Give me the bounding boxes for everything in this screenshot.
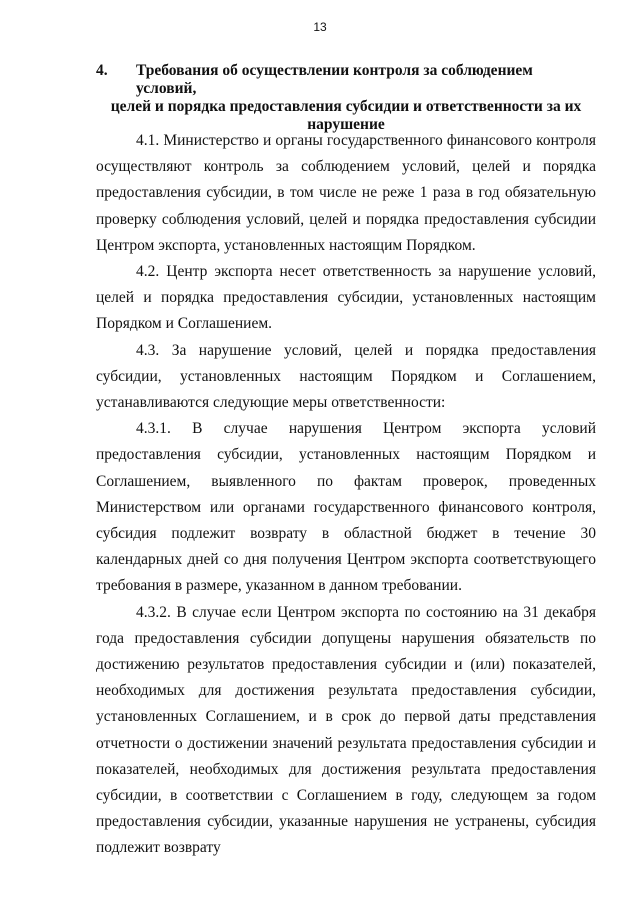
document-body (96, 128, 596, 862)
page-number: 13 (313, 20, 327, 34)
paragraph-4-3: 4.3. За нарушение условий, целей и порядка предоставления субсидии, установленных настоящим Порядком и Соглашением, устанавливаются следующие меры ответственности: (96, 341, 596, 412)
paragraph-4-3-1: 4.3.1. В случае нарушения Центром экспорта условий предоставления субсидии, установленных настоящим Порядком и Соглашением, выявленного по фактам проверок, проведенных Министерством или органами государственного финансового контроля, субсидия подлежит возврату в областной бюджет в течение 30 календарных дней со дня получения Центром экспорта соответствующего требования в размере, указанном в данном требовании. (96, 420, 596, 595)
section-heading (96, 62, 596, 134)
paragraph-4-2: 4.2. Центр экспорта несет ответственность за нарушение условий, целей и порядка предоставления субсидии, установленных настоящим Порядком и Соглашением. (96, 263, 596, 333)
paragraph-4-3-2: 4.3.2. В случае если Центром экспорта по состоянию на 31 декабря года предоставления субсидии допущены нарушения обязательств по достижению результатов предоставления субсидии и (или) показателей, необходимых для достижения результата предоставления субсидии, установленных Соглашением, и в срок до первой даты представления отчетности о достижении значений результата предоставления субсидии и показателей, необходимых для достижения результата предоставления субсидии, в соответствии с Соглашением в году, следующем за годом предоставления субсидии, указанные нарушения не устранены, субсидия подлежит возврату (96, 603, 596, 857)
section-heading-line-2: целей и порядка предоставления субсидии и ответственности за их (110, 98, 582, 115)
section-heading-line-3: нарушение (307, 116, 385, 133)
section-number: 4. (96, 62, 108, 79)
paragraph-4-1: 4.1. Министерство и органы государственного финансового контроля осуществляют контроль за соблюдением условий, целей и порядка предоставления субсидии, в том числе не реже 1 раза в год обязательную проверку соблюдения условий, целей и порядка предоставления субсидии Центром экспорта, установленных настоящим Порядком. (96, 132, 596, 254)
section-heading-line-1: Требования об осуществлении контроля за соблюдением условий, (136, 62, 533, 97)
